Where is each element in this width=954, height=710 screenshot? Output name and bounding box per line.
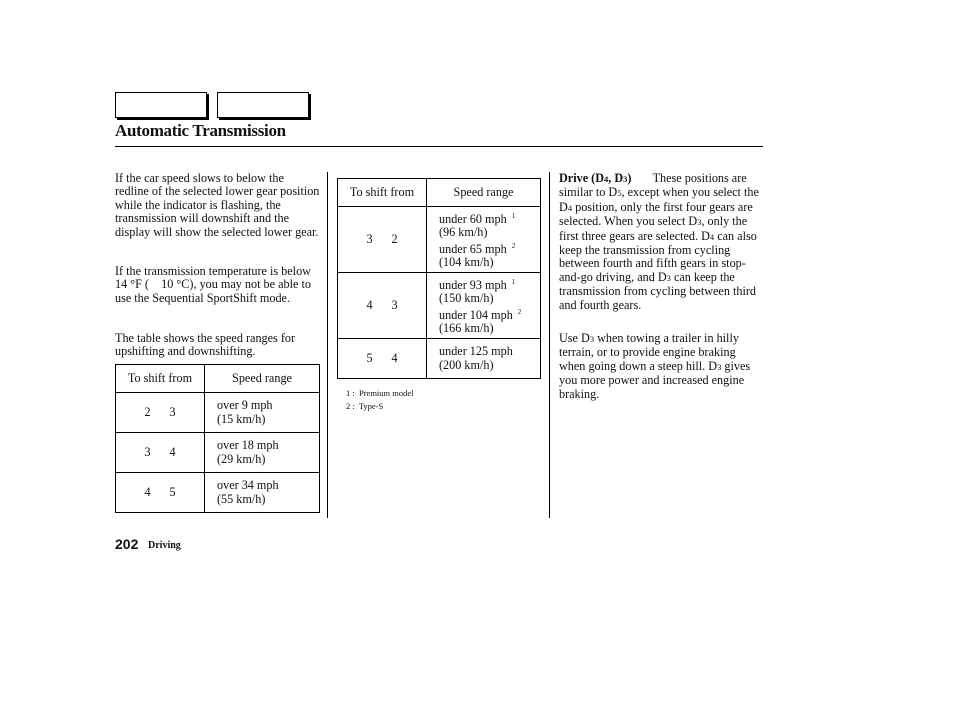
paragraph-drive-positions: Drive (D4, D3) These positions are similar to D5, except when you select the D4 position, only the first four gears are selected. When you select D3, only the first three gears are selected. D4 can also keep the transmission from cycling between fourth and fifth gears in stop-and-go driving, and D3 can keep the transmission from cycling between third and fourth gears.: [559, 171, 759, 312]
gear-cell: 5 4: [338, 339, 427, 379]
downshift-speed-table: [337, 178, 541, 379]
table-row: [116, 433, 320, 473]
table-row: [338, 273, 541, 339]
footnote-marker: 1: [511, 277, 516, 286]
speed-cell: over 9 mph (15 km/h): [205, 393, 320, 433]
index-tab-box-2: [217, 92, 309, 118]
table-row: [338, 339, 541, 379]
column-divider-1: [327, 172, 328, 518]
paragraph-downshift: If the car speed slows to below the redline of the selected lower gear position while the indicator is flashing, the transmission will downshift and the display will show the selected lower gear.: [115, 171, 320, 239]
drive-label: Drive (D4, D3): [559, 171, 632, 185]
footnote-marker: 2: [511, 241, 516, 250]
speed-cell: under 60 mph $^1$ (96 km/h) under 65 mph $^2$ (104 km/h): [427, 207, 541, 273]
title-rule: [115, 146, 763, 147]
gear-cell: 4 5: [116, 473, 205, 513]
header-speed-range: Speed range: [205, 365, 320, 393]
gear-cell: 4 3: [338, 273, 427, 339]
column-divider-2: [549, 172, 550, 518]
header-speed-range: Speed range: [427, 179, 541, 207]
page-title: Automatic Transmission: [115, 121, 286, 140]
speed-cell: over 18 mph (29 km/h): [205, 433, 320, 473]
table-header-row: [338, 179, 541, 207]
paragraph-towing: Use D3 when towing a trailer in hilly terrain, or to provide engine braking when going down a steep hill. D3 gives you more power and increased engine braking.: [559, 331, 751, 401]
header-shift-from: To shift from: [116, 365, 205, 393]
page-number: 202: [115, 536, 139, 552]
speed-cell: over 34 mph (55 km/h): [205, 473, 320, 513]
table-row: [116, 473, 320, 513]
index-tab-box-1: [115, 92, 207, 118]
upshift-speed-table: [115, 364, 320, 513]
footnote-marker: 2: [517, 307, 522, 316]
footnote-1: 1 : Premium model: [346, 388, 414, 398]
gear-cell: 3 2: [338, 207, 427, 273]
section-name: Driving: [148, 540, 181, 551]
speed-cell: under 93 mph $^1$ (150 km/h) under 104 mph $^2$ (166 km/h): [427, 273, 541, 339]
table-header-row: [116, 365, 320, 393]
gear-cell: 2 3: [116, 393, 205, 433]
footnote-2: 2 : Type-S: [346, 401, 384, 411]
footnote-marker: 1: [511, 211, 516, 220]
paragraph-table-intro: The table shows the speed ranges for upshifting and downshifting.: [115, 331, 296, 359]
header-shift-from: To shift from: [338, 179, 427, 207]
table-row: [338, 207, 541, 273]
gear-cell: 3 4: [116, 433, 205, 473]
table-row: [116, 393, 320, 433]
paragraph-temperature: If the transmission temperature is below 14 °F ( 10 °C), you may not be able to use the Sequential SportShift mode.: [115, 264, 311, 305]
speed-cell: under 125 mph (200 km/h): [427, 339, 541, 379]
